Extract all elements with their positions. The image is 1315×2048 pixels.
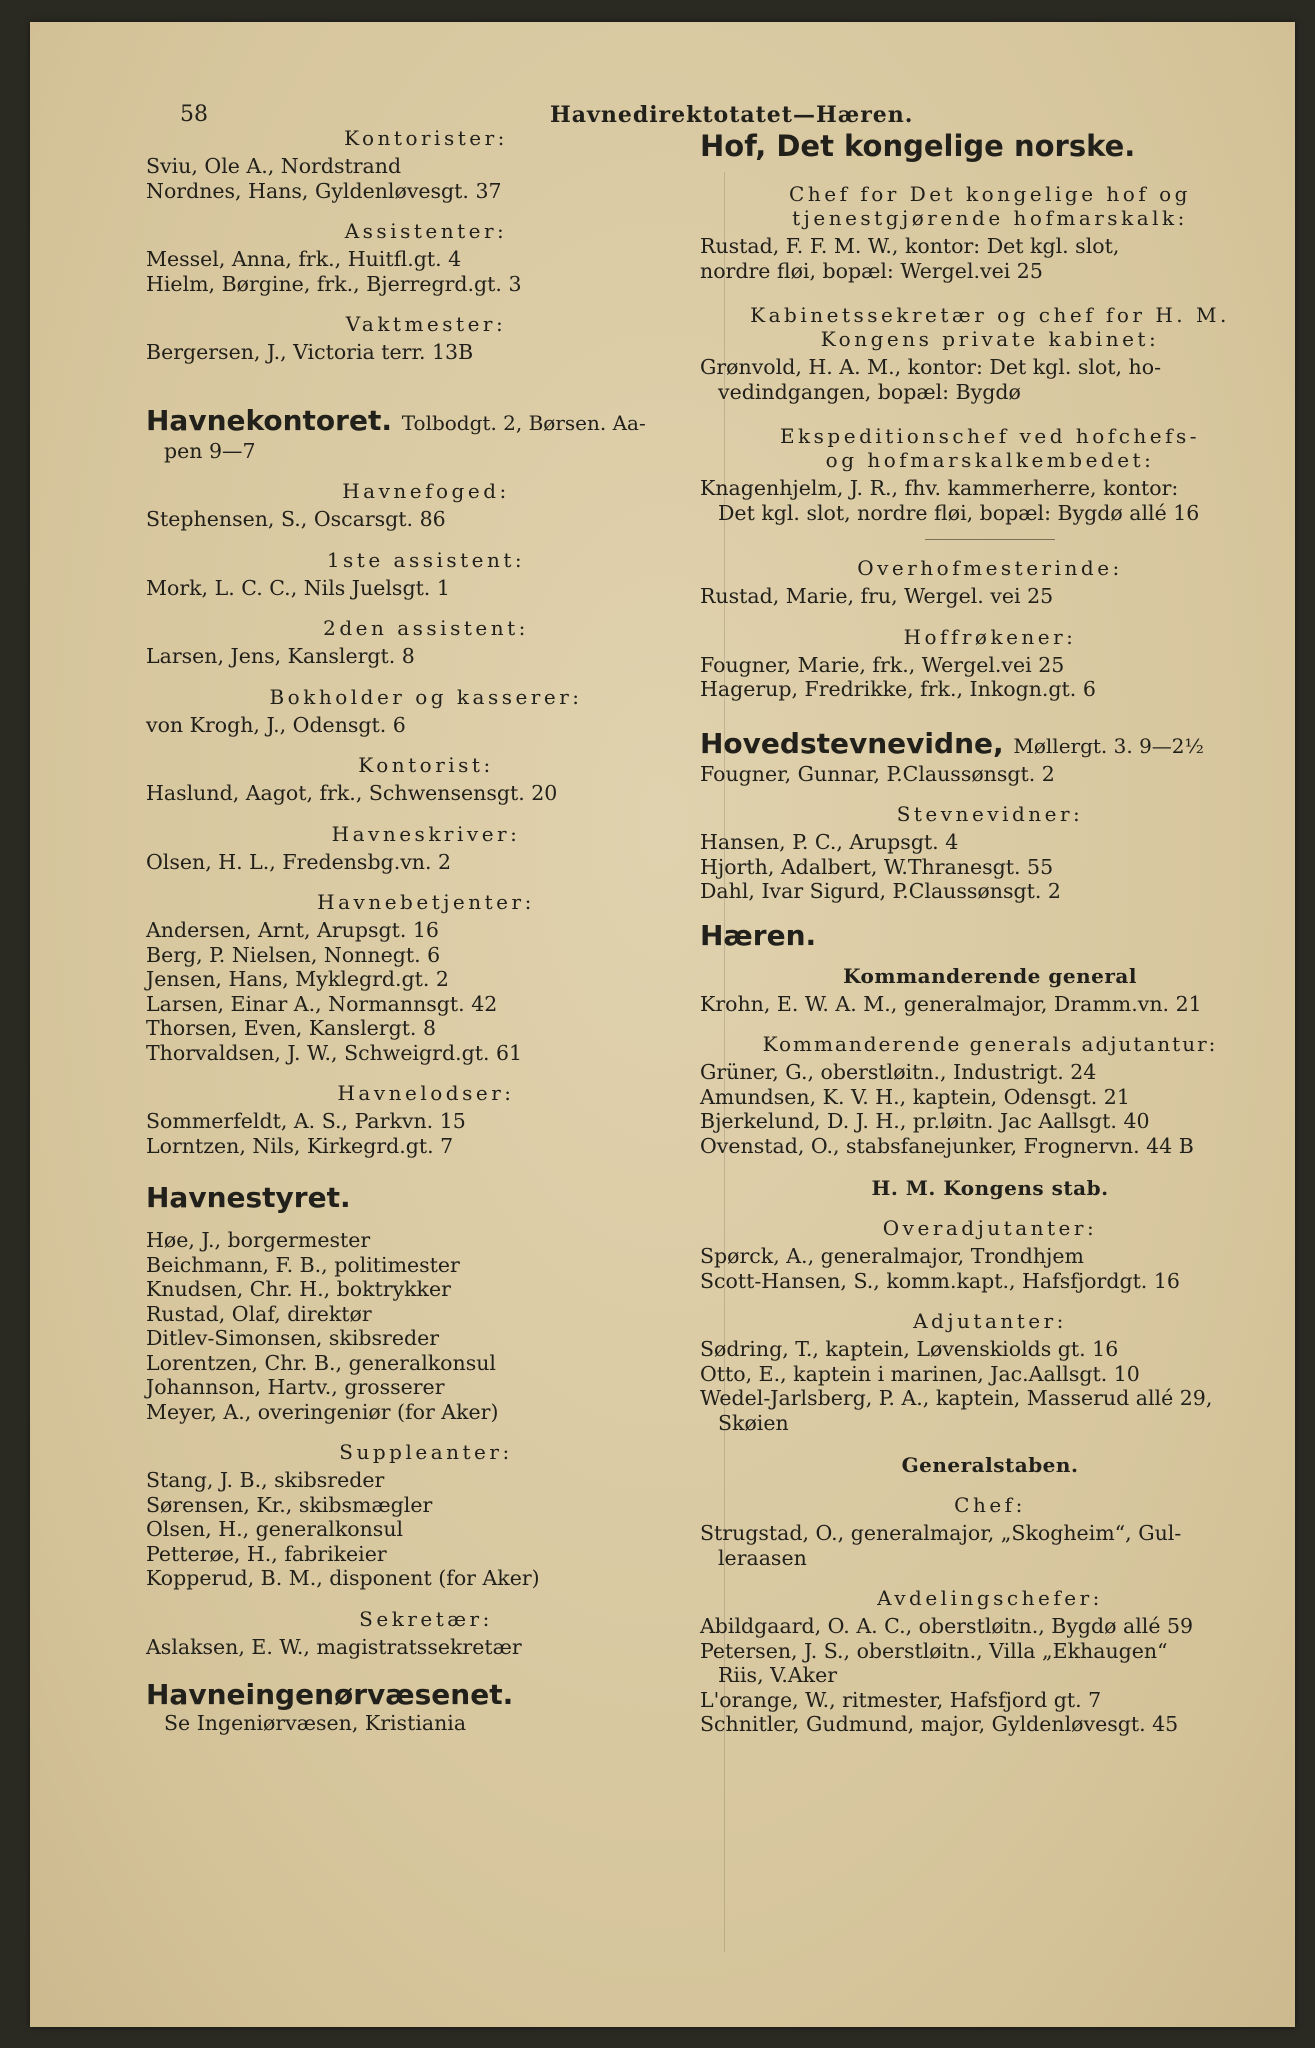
page-number: 58 xyxy=(180,102,208,127)
list-item: Riis, V.Aker xyxy=(718,1663,837,1687)
section-label: Kommanderende generals adjutantur: xyxy=(762,1032,1218,1056)
section-label: Ekspeditionschef ved hofchefs- xyxy=(779,424,1201,448)
right-column xyxy=(700,130,1280,1737)
divider xyxy=(925,539,1055,540)
section-label: Kommanderende general xyxy=(843,963,1137,988)
section-label: Assistenter: xyxy=(344,219,508,243)
list-item: Petterøe, H., fabrikeier xyxy=(146,1541,387,1566)
list-item: Thorsen, Even, Kanslergt. 8 xyxy=(146,1016,437,1040)
section-heading xyxy=(700,728,1280,762)
list-item: Andersen, Arnt, Arupsgt. 16 xyxy=(146,918,439,942)
list-item: Bergersen, J., Victoria terr. 13B xyxy=(146,340,474,364)
list-item: Ditlev-Simonsen, skibsreder xyxy=(146,1326,440,1350)
section-heading: Hof, Det kongelige norske. xyxy=(700,129,1136,163)
list-item: Wedel-Jarlsberg, P. A., kaptein, Masserud allé 29, xyxy=(700,1386,1213,1410)
heading-text: Hovedstevnevidne, xyxy=(700,726,1004,760)
section-label: Overadjutanter: xyxy=(882,1216,1098,1240)
list-item: Ovenstad, O., stabsfanejunker, Frognervn. 44 B xyxy=(700,1133,1194,1158)
list-item: Larsen, Einar A., Normannsgt. 42 xyxy=(146,991,498,1016)
section-label: Sekretær: xyxy=(359,1606,493,1631)
section-heading: Havneingenørvæsenet. xyxy=(146,1678,514,1711)
list-item: Johannson, Hartv., grosserer xyxy=(146,1375,445,1399)
list-item: Stang, J. B., skibsreder xyxy=(146,1468,385,1492)
heading-text: Havnekontoret. xyxy=(146,403,392,437)
list-item: Hjorth, Adalbert, W.Thranesgt. 55 xyxy=(700,854,1054,879)
list-item: Grüner, G., oberstløitn., Industrigt. 24 xyxy=(700,1060,1097,1084)
section-label: Havnebetjenter: xyxy=(317,890,535,914)
section-label: Kontorist: xyxy=(358,753,494,777)
list-item: Grønvold, H. A. M., kontor: Det kgl. slot, ho- xyxy=(700,355,1162,379)
list-item: Otto, E., kaptein i marinen, Jac.Aallsgt. 10 xyxy=(700,1361,1140,1386)
list-item: Beichmann, F. B., politimester xyxy=(146,1252,460,1277)
section-label: Havnefoged: xyxy=(342,479,510,503)
list-item: Knudsen, Chr. H., boktrykker xyxy=(146,1277,451,1301)
list-item: Hielm, Børgine, frk., Bjerregrd.gt. 3 xyxy=(146,271,522,296)
section-label: Chef for Det kongelige hof og xyxy=(789,182,1191,206)
list-item: Fougner, Marie, frk., Wergel.vei 25 xyxy=(700,652,1065,677)
list-item: Knagenhjelm, J. R., fhv. kammerherre, kontor: xyxy=(700,476,1179,500)
list-item: Skøien xyxy=(718,1410,789,1435)
section-label: tjenestgjørende hofmarskalk: xyxy=(792,206,1188,230)
section-label: Suppleanter: xyxy=(339,1440,513,1464)
list-item: Haslund, Aagot, frk., Schwensensgt. 20 xyxy=(146,781,558,805)
list-item: Nordnes, Hans, Gyldenløvesgt. 37 xyxy=(146,178,502,203)
list-item: Sørensen, Kr., skibsmægler xyxy=(146,1492,433,1517)
list-item: Høe, J., borgermester xyxy=(146,1228,371,1252)
list-item: Olsen, H. L., Fredensbg.vn. 2 xyxy=(146,849,452,874)
section-label: Kabinetssekretær og chef for H. M. xyxy=(750,303,1230,327)
section-label: Vaktmester: xyxy=(345,312,507,336)
running-title: Havnedirektotatet—Hæren. xyxy=(550,102,914,128)
section-label: Havneskriver: xyxy=(331,821,521,846)
list-item: Det kgl. slot, nordre fløi, bopæl: Bygdø allé 16 xyxy=(718,500,1200,525)
list-item: Thorvaldsen, J. W., Schweigrd.gt. 61 xyxy=(146,1040,523,1065)
section-label: Bokholder og kasserer: xyxy=(269,684,583,709)
section-label: Generalstaben. xyxy=(901,1453,1079,1477)
list-item: Dahl, Ivar Sigurd, P.Claussønsgt. 2 xyxy=(700,879,1061,903)
list-item: Rustad, Olaf, direktør xyxy=(146,1301,372,1326)
list-item: Larsen, Jens, Kanslergt. 8 xyxy=(146,644,415,668)
list-item: Hagerup, Fredrikke, frk., Inkogn.gt. 6 xyxy=(700,677,1096,701)
list-item: leraasen xyxy=(718,1545,807,1570)
list-item: Meyer, A., overingeniør (for Aker) xyxy=(146,1399,499,1424)
section-label: Kontorister: xyxy=(344,126,508,150)
section-label: 2den assistent: xyxy=(323,616,529,640)
list-item: von Krogh, J., Odensgt. 6 xyxy=(146,712,406,737)
section-heading xyxy=(146,405,706,439)
heading-address: Tolbodgt. 2, Børsen. Aa- xyxy=(401,410,646,435)
list-item: Jensen, Hans, Myklegrd.gt. 2 xyxy=(146,967,449,991)
section-heading: Havnestyret. xyxy=(146,1181,351,1214)
section-label: H. M. Kongens stab. xyxy=(871,1176,1109,1200)
section-label: Overhofmesterinde: xyxy=(857,556,1123,580)
section-label: Kongens private kabinet: xyxy=(820,327,1160,351)
section-label: 1ste assistent: xyxy=(326,547,526,572)
list-item: Stephensen, S., Oscarsgt. 86 xyxy=(146,507,446,531)
list-item: L'orange, W., ritmester, Hafsfjord gt. 7 xyxy=(700,1687,1102,1712)
list-item: Berg, P. Nielsen, Nonnegt. 6 xyxy=(146,942,441,967)
heading-address: Møllergt. 3. 9—2½ xyxy=(1013,733,1204,758)
list-item: Schnitler, Gudmund, major, Gyldenløvesgt. 45 xyxy=(700,1712,1179,1736)
section-label: Chef: xyxy=(954,1493,1026,1517)
list-item: Mork, L. C. C., Nils Juelsgt. 1 xyxy=(146,575,450,600)
list-item: Krohn, E. W. A. M., generalmajor, Dramm.vn. 21 xyxy=(700,991,1202,1016)
list-item: Sødring, T., kaptein, Løvenskiolds gt. 16 xyxy=(700,1337,1119,1361)
list-item: Lorntzen, Nils, Kirkegrd.gt. 7 xyxy=(146,1133,454,1158)
list-item: Fougner, Gunnar, P.Claussønsgt. 2 xyxy=(700,761,1055,786)
list-item: Bjerkelund, D. J. H., pr.løitn. Jac Aallsgt. 40 xyxy=(700,1109,1150,1133)
list-item: Spørck, A., generalmajor, Trondhjem xyxy=(700,1244,1084,1268)
list-item: Hansen, P. C., Arupsgt. 4 xyxy=(700,830,959,854)
section-label: Adjutanter: xyxy=(913,1309,1067,1333)
left-column xyxy=(146,126,706,1736)
list-item: Scott-Hansen, S., komm.kapt., Hafsfjordgt. 16 xyxy=(700,1268,1180,1293)
list-item: Sviu, Ole A., Nordstrand xyxy=(146,154,402,178)
section-label: og hofmarskalkembedet: xyxy=(825,448,1155,472)
list-item: Petersen, J. S., oberstløitn., Villa „Ekhaugen“ xyxy=(700,1638,1168,1663)
list-item: pen 9—7 xyxy=(164,438,256,463)
list-item: Rustad, Marie, fru, Wergel. vei 25 xyxy=(700,584,1054,608)
list-item: Lorentzen, Chr. B., generalkonsul xyxy=(146,1350,496,1375)
section-label: Hoffrøkener: xyxy=(903,624,1077,649)
section-label: Avdelingschefer: xyxy=(877,1586,1103,1610)
list-item: Abildgaard, O. A. C., oberstløitn., Bygdø allé 59 xyxy=(700,1614,1194,1638)
section-heading: Hæren. xyxy=(700,918,817,952)
list-item: vedindgangen, bopæl: Bygdø xyxy=(718,379,1021,404)
list-item: Aslaksen, E. W., magistratssekretær xyxy=(146,1634,522,1659)
list-item: Olsen, H., generalkonsul xyxy=(146,1517,404,1541)
list-item: Sommerfeldt, A. S., Parkvn. 15 xyxy=(146,1109,466,1133)
section-label: Havnelodser: xyxy=(337,1081,515,1105)
list-item: nordre fløi, bopæl: Wergel.vei 25 xyxy=(700,258,1043,283)
list-item: Amundsen, K. V. H., kaptein, Odensgt. 21 xyxy=(700,1084,1130,1109)
list-item: Strugstad, O., generalmajor, „Skogheim“, Gul- xyxy=(700,1521,1182,1545)
section-label: Stevnevidner: xyxy=(896,802,1084,826)
list-item: Messel, Anna, frk., Huitfl.gt. 4 xyxy=(146,247,462,271)
list-item: Kopperud, B. M., disponent (for Aker) xyxy=(146,1566,540,1590)
cross-reference: Se Ingeniørvæsen, Kristiania xyxy=(164,1711,467,1735)
list-item: Rustad, F. F. M. W., kontor: Det kgl. slot, xyxy=(700,234,1120,258)
